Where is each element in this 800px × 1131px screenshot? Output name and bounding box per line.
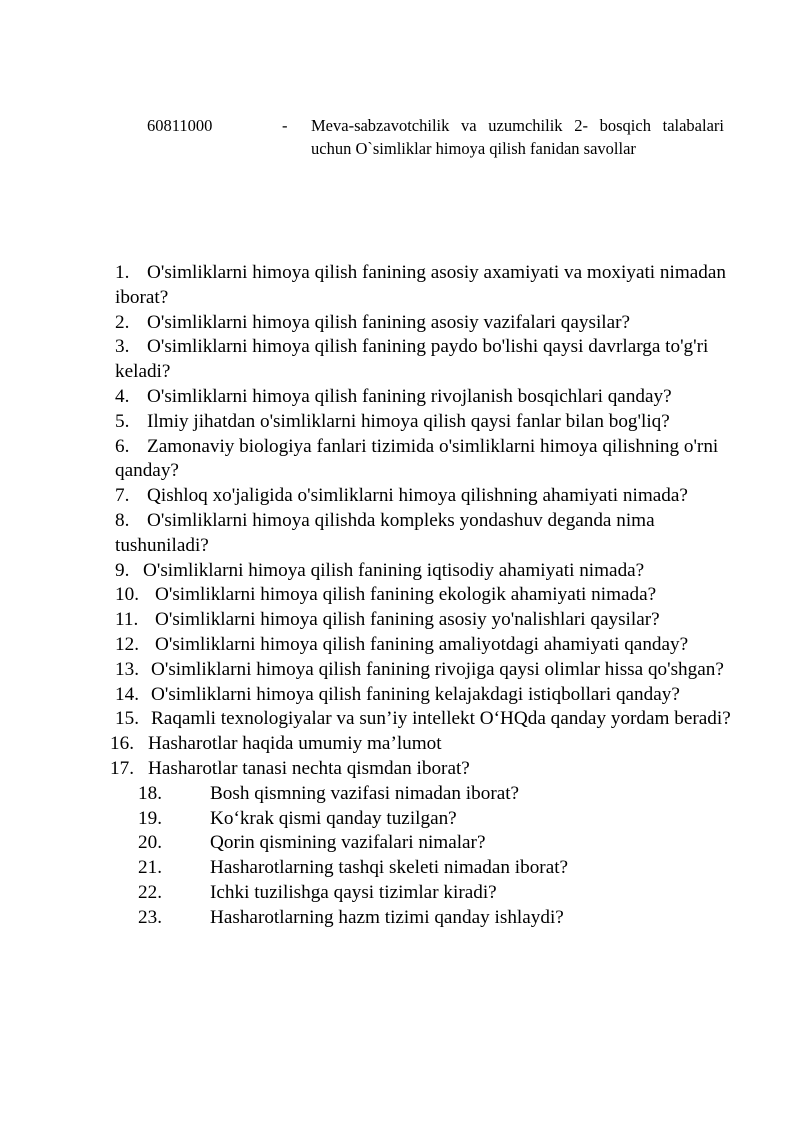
question-item (110, 757, 740, 782)
question-text: O'simliklarni himoya qilish fanining asosiy yo'nalishlari qaysilar? (155, 609, 660, 631)
question-item (115, 683, 745, 708)
question-text: O'simliklarni himoya qilish fanining paydo bo'lishi qaysi davrlarga to'g'ri keladi? (115, 336, 709, 383)
question-number: 6. (115, 435, 130, 457)
question-number: 23. (138, 906, 162, 928)
question-text: Ichki tuzilishga qaysi tizimlar kiradi? (210, 881, 497, 903)
question-text: Hasharotlarning tashqi skeleti nimadan iborat? (210, 857, 569, 879)
question-item (115, 335, 745, 385)
question-text: Zamonaviy biologiya fanlari tizimida o'simliklarni himoya qilishning o'rni qanday? (115, 435, 719, 482)
question-item (115, 385, 745, 410)
question-item (115, 559, 745, 584)
program-code: 60811000 (147, 116, 213, 135)
question-item (138, 807, 738, 832)
question-item (138, 906, 738, 931)
question-item (138, 881, 738, 906)
question-item (138, 856, 738, 881)
question-text: Bosh qismning vazifasi nimadan iborat? (210, 782, 520, 804)
question-number: 14. (115, 683, 139, 705)
question-text: Hasharotlarning hazm tizimi qanday ishlaydi? (210, 906, 564, 928)
question-item (138, 782, 738, 807)
question-text: O'simliklarni himoya qilish fanining asosiy vazifalari qaysilar? (147, 311, 631, 333)
question-number: 20. (138, 832, 162, 854)
question-item (115, 583, 745, 608)
question-number: 1. (115, 262, 130, 283)
question-text: Hasharotlar haqida umumiy ma’lumot (148, 733, 442, 755)
question-number: 13. (115, 658, 139, 680)
question-text: Raqamli texnologiyalar va sun’iy intellekt O‘HQda qanday yordam beradi? (151, 708, 731, 730)
question-number: 15. (115, 708, 139, 730)
question-item (110, 732, 740, 757)
question-text: O'simliklarni himoya qilish fanining kelajakdagi istiqbollari qanday? (151, 683, 680, 705)
question-number: 9. (115, 559, 130, 581)
question-list (0, 261, 800, 931)
document-title: Meva-sabzavotchilik va uzumchilik 2- bosqich talabalari uchun O`simliklar himoya qilish fanidan savollar (311, 116, 724, 158)
question-number: 16. (110, 733, 134, 755)
question-number: 18. (138, 782, 162, 804)
question-text: O'simliklarni himoya qilish fanining ekologik ahamiyati nimada? (155, 584, 657, 606)
question-number: 5. (115, 410, 130, 432)
question-number: 3. (115, 336, 130, 358)
question-text: Hasharotlar tanasi nechta qismdan iborat? (148, 757, 470, 779)
question-item (115, 707, 745, 732)
question-item (115, 410, 745, 435)
question-number: 17. (110, 757, 134, 779)
question-number: 2. (115, 311, 130, 333)
question-number: 19. (138, 807, 162, 829)
question-number: 22. (138, 881, 162, 903)
question-text: O'simliklarni himoya qilish fanining rivojlanish bosqichlari qanday? (147, 385, 672, 407)
question-text: O'simliklarni himoya qilish fanining iqtisodiy ahamiyati nimada? (143, 559, 645, 581)
question-text: O'simliklarni himoya qilish fanining amaliyotdagi ahamiyati qanday? (155, 633, 689, 655)
question-number: 7. (115, 485, 130, 507)
question-number: 4. (115, 385, 130, 407)
question-item (115, 261, 745, 311)
question-item (115, 311, 745, 336)
question-text: Ilmiy jihatdan o'simliklarni himoya qilish qaysi fanlar bilan bog'liq? (147, 410, 670, 432)
question-item (115, 658, 745, 683)
question-item (115, 633, 745, 658)
header-dash: - (282, 116, 288, 135)
question-number: 11. (115, 609, 139, 631)
question-text: O'simliklarni himoya qilishda kompleks yondashuv deganda nima tushuniladi? (115, 509, 655, 556)
question-text: Qorin qismining vazifalari nimalar? (210, 832, 486, 854)
question-text: Ko‘krak qismi qanday tuzilgan? (210, 807, 457, 829)
question-item (115, 484, 745, 509)
question-item (115, 509, 745, 559)
question-text: Qishloq xo'jaligida o'simliklarni himoya qilishning ahamiyati nimada? (147, 485, 688, 507)
question-item (115, 608, 745, 633)
question-number: 12. (115, 633, 139, 655)
question-number: 8. (115, 509, 130, 531)
question-number: 10. (115, 584, 139, 606)
question-text: O'simliklarni himoya qilish fanining rivojiga qaysi olimlar hissa qo'shgan? (151, 658, 724, 680)
question-item (138, 831, 738, 856)
question-number: 21. (138, 857, 162, 879)
question-item (115, 435, 745, 485)
question-text: O'simliklarni himoya qilish fanining asosiy axamiyati va moxiyati nimadan iborat? (115, 262, 726, 308)
